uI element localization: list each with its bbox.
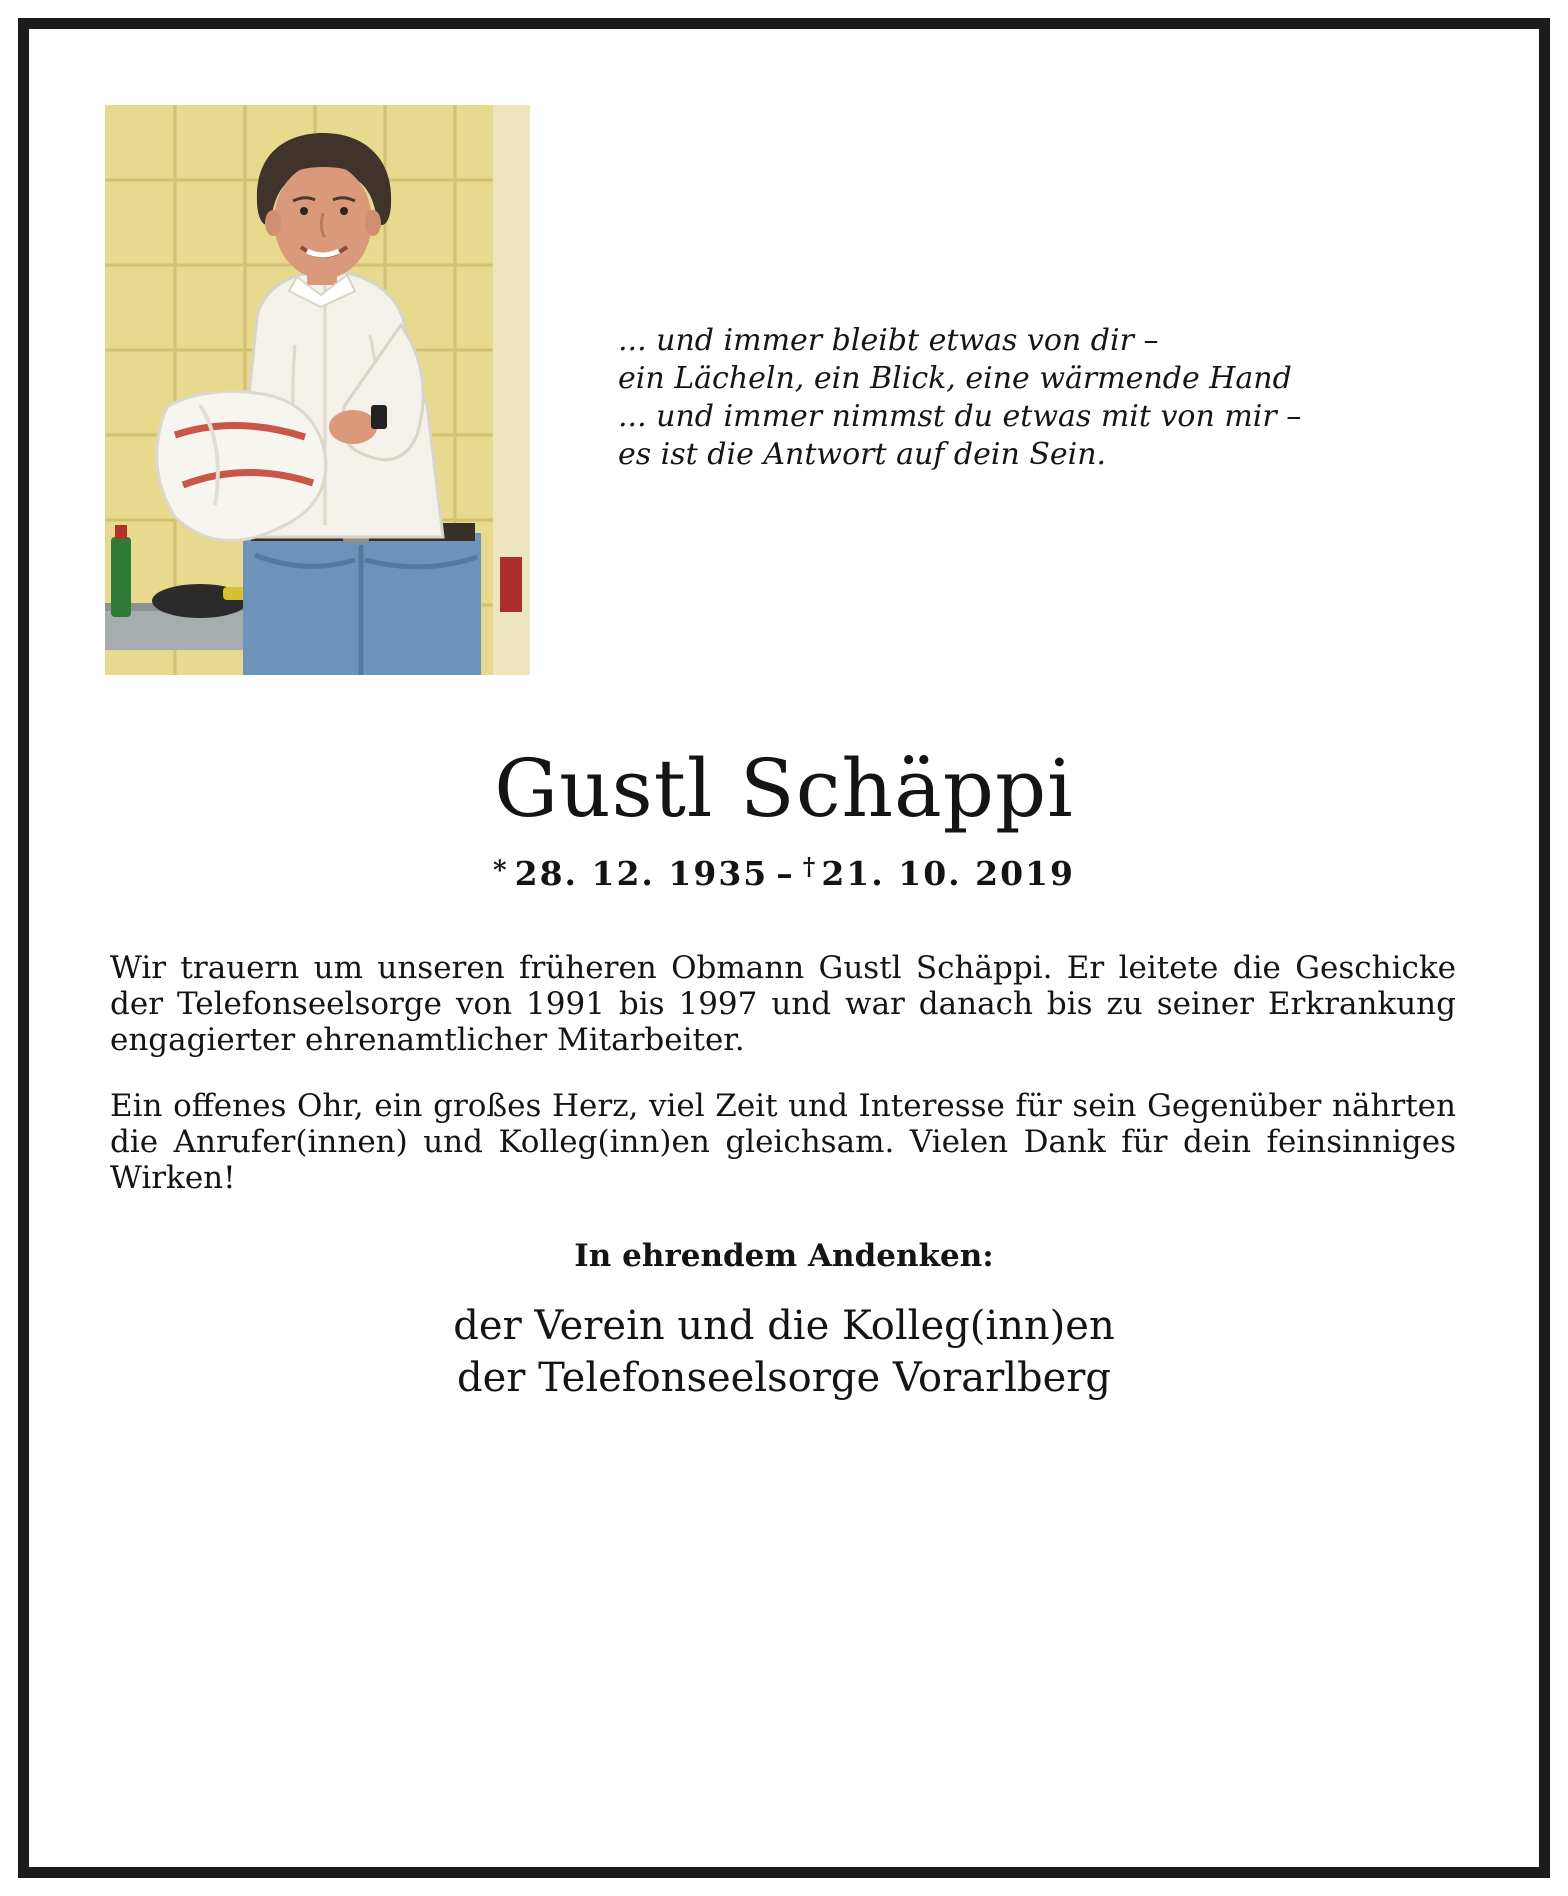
closing-block: [0, 1238, 1568, 1404]
deceased-name-block: [0, 742, 1568, 835]
portrait-photo-illustration: [105, 105, 530, 675]
paragraph: Ein offenes Ohr, ein großes Herz, viel Zeit und Interesse für sein Gegenüber nährten die Anrufer(innen) und Kolleg(inn)en gleichsam. Vielen Dank für dein feinsinniges Wirken!: [110, 1088, 1456, 1196]
death-date: 21. 10. 2019: [821, 854, 1075, 893]
closing-line: der Verein und die Kolleg(inn)en: [453, 1303, 1115, 1349]
obituary-text: [110, 950, 1456, 1226]
deceased-name: Gustl Schäppi: [494, 742, 1074, 835]
death-symbol: †: [802, 852, 818, 881]
birth-date: 28. 12. 1935: [514, 854, 769, 893]
dates-separator: –: [776, 854, 795, 893]
life-dates: [0, 852, 1568, 893]
portrait-photo: [105, 105, 530, 675]
poem-line: ein Lächeln, ein Blick, eine wärmende Hand: [618, 361, 1292, 396]
closing-line: der Telefonseelsorge Vorarlberg: [456, 1355, 1112, 1401]
poem-line: es ist die Antwort auf dein Sein.: [618, 437, 1107, 472]
birth-symbol: *: [493, 856, 509, 886]
poem-line: ... und immer bleibt etwas von dir –: [618, 323, 1159, 358]
closing-heading: In ehrendem Andenken:: [574, 1238, 994, 1274]
paragraph: Wir trauern um unseren früheren Obmann Gustl Schäppi. Er leitete die Geschicke der Telefonseelsorge von 1991 bis 1997 und war danach bis zu seiner Erkrankung engagierter ehrenamtlicher Mitarbeiter.: [110, 950, 1456, 1058]
poem-line: ... und immer nimmst du etwas mit von mir –: [618, 399, 1302, 434]
memorial-poem: [618, 322, 1378, 474]
